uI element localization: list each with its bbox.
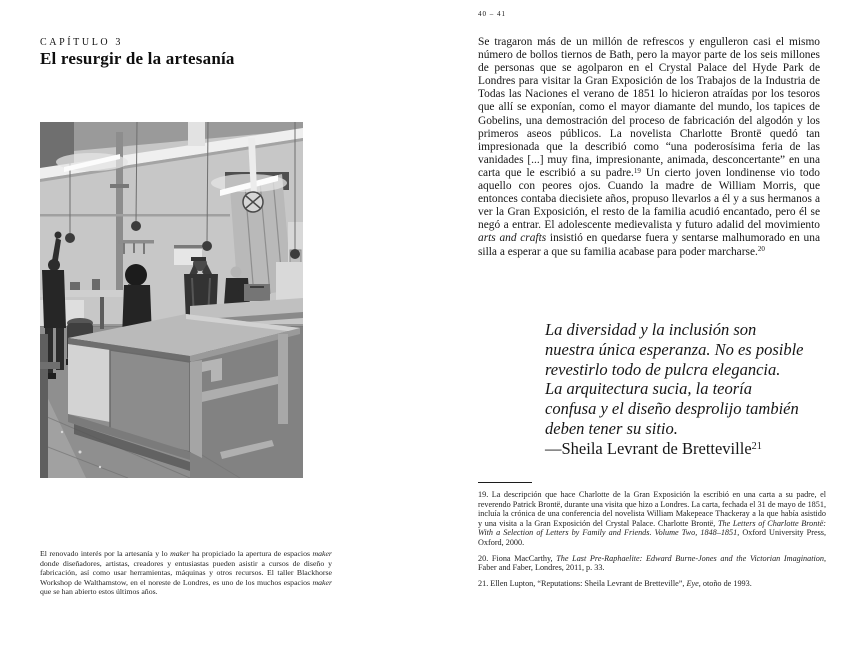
photo-caption: El renovado interés por la artesanía y lo maker ha propiciado la apertura de espacios maker donde diseñadores, artistas, creadores y entusiastas pueden asistir a cursos de diseño y fabricación, así como usar herramientas, máquinas y otros recursos. El taller Blackhorse Workshop de Walthamstow, en el noreste de Londres, es uno de los muchos espacios maker que se han abierto estos últimos años.	[40, 549, 332, 597]
footnote-20: 20. Fiona MacCarthy, The Last Pre-Raphaelite: Edward Burne-Jones and the Victorian Imagination, Faber and Faber, Londres, 2011, p. 33.	[478, 553, 826, 572]
chapter-kicker: CAPÍTULO 3	[40, 37, 123, 48]
body-paragraph: Se tragaron más de un millón de refrescos y engulleron casi el mismo número de bollos tiernos de Bath, pero la mayor parte de los seis millones de personas que se agolparon en el Crystal Palace del Hyde Park de Londres para visitar la Gran Exposición de los Trabajos de la Industria de Todas las Naciones el verano de 1851 lo hicieron atraídas por los tesoros que allí se exponían, como el mayor diamante del mundo, los tapices de Gobelins, una demostración del proceso de fabricación del algodón y los primeros aseos públicos. La novelista Charlotte Brontë quedó tan impresionada que la describió como “una poderosísima feria de las vanidades [...] muy fina, impresionante, animada, desconcertante” en una carta que le escribió a su padre.$^{19}$ Un cierto joven londinense vio todo aquello con peores ojos. Cuando la madre de William Morris, que entonces contaba diecisiete años, propuso llevarlos a él y a sus hermanos a ver la Gran Exposición, el resto de la familia acudió encantado, pero él se negó a entrar. El adolescente medievalista y futuro adalid del movimiento arts and crafts insistió en quedarse fuera y sentarse malhumorado en una silla a esperar a que su familia acabase para poder marcharse.$^{20}$	[478, 36, 820, 258]
workshop-photo-illustration	[40, 122, 303, 478]
footnote-19: 19. La descripción que hace Charlotte de la Gran Exposición la escribió en una carta a su padre, el reverendo Patrick Brontë, durante una visita que hizo a Londres. La carta, fechada el 31 de mayo de 1851, incluía la crónica de una conferencia del novelista William Makepeace Thackeray a la que había asistido y una visita a la Gran Exposición del Crystal Palace. Charlotte Brontë, The Letters of Charlotte Brontë: With a Selection of Letters by Family and Friends. Volume Two, 1848–1851, Oxford University Press, Oxford, 2000.	[478, 490, 827, 547]
footnote-21: 21. Ellen Lupton, “Reputations: Sheila Levrant de Bretteville”, Eye, otoño de 1993.	[478, 579, 752, 588]
pull-quote-lines: La diversidad y la inclusión son nuestra única esperanza. No es posible revestirlo todo de pulcra elegancia. La arquitectura sucia, la teoría confusa y el diseño desprolijo también deben tener su sitio.	[545, 320, 804, 438]
pull-quote	[545, 320, 845, 459]
footnotes	[478, 490, 826, 595]
pull-quote-attribution: —Sheila Levrant de Bretteville$^{21}$	[545, 438, 762, 458]
page-numbers: 40 – 41	[478, 10, 506, 18]
workshop-photo	[40, 122, 303, 478]
footnote-divider	[478, 482, 532, 483]
chapter-title: El resurgir de la artesanía	[40, 49, 235, 68]
